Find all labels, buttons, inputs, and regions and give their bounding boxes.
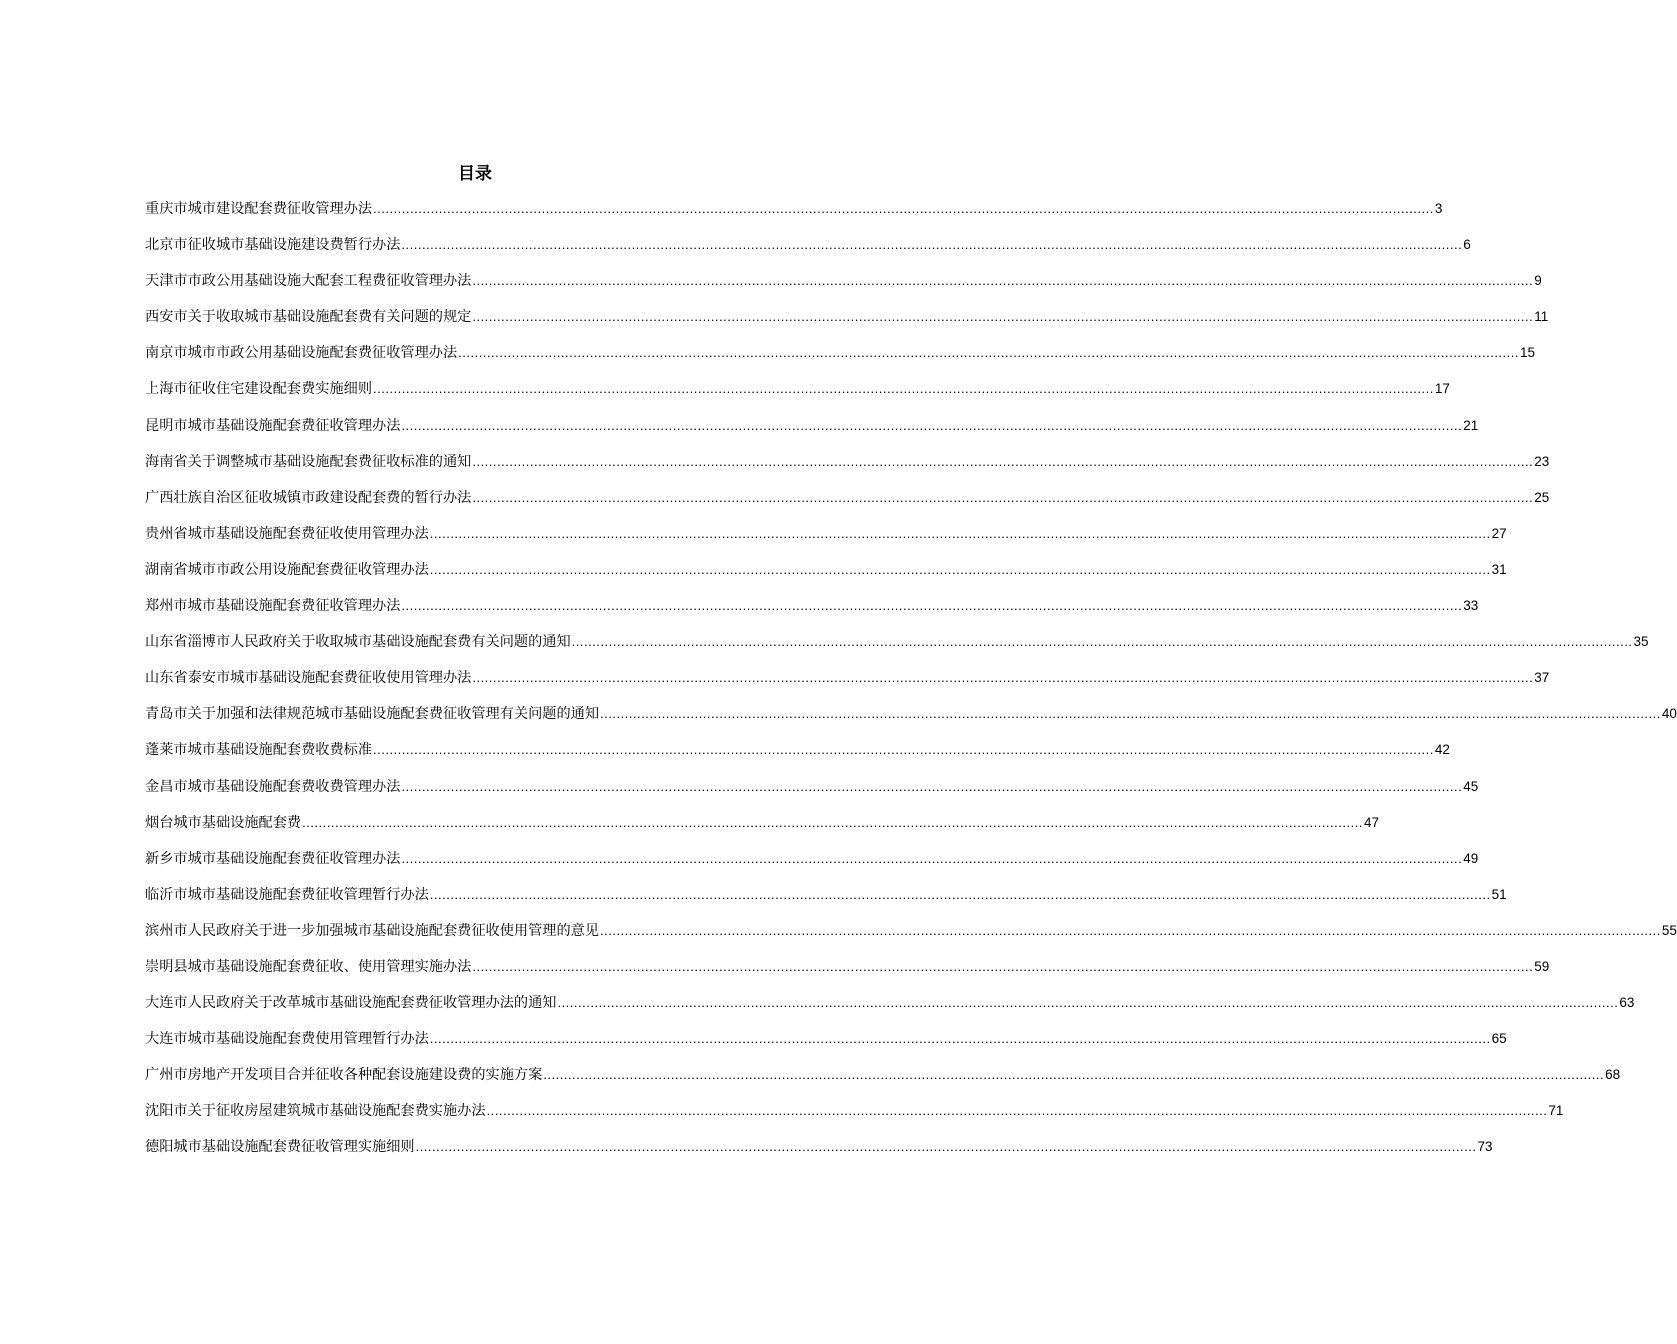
toc-entry[interactable] [145,1099,1564,1135]
toc-dot-leader: .................................................................................................................................................................................................................................................................. [429,1031,1491,1047]
toc-entry[interactable] [145,450,1550,486]
toc-page-number[interactable]: 65 [1491,1031,1507,1047]
toc-dot-leader: .................................................................................................................................................................................................................................................................. [401,417,1463,433]
toc-page-number[interactable]: 42 [1434,742,1450,758]
toc-page-number[interactable]: 73 [1477,1139,1493,1155]
toc-page-number[interactable]: 40 [1661,706,1677,722]
toc-dot-leader: .................................................................................................................................................................................................................................................................. [472,309,1534,325]
toc-dot-leader: .................................................................................................................................................................................................................................................................. [401,237,1463,253]
toc-dot-leader: .................................................................................................................................................................................................................................................................. [415,1139,1477,1155]
toc-page-number[interactable]: 49 [1463,850,1479,866]
toc-entry[interactable] [145,738,1450,774]
toc-entry-title[interactable]: 海南省关于调整城市基础设施配套费征收标准的通知 [145,453,472,470]
toc-dot-leader: .................................................................................................................................................................................................................................................................. [373,742,1434,758]
toc-entry-title[interactable]: 滨州市人民政府关于进一步加强城市基础设施配套费征收使用管理的意见 [145,922,600,939]
toc-entry-title[interactable]: 崇明县城市基础设施配套费征收、使用管理实施办法 [145,958,472,975]
toc-entry-title[interactable]: 天津市市政公用基础设施大配套工程费征收管理办法 [145,273,472,290]
toc-dot-leader: .................................................................................................................................................................................................................................................................. [302,814,1363,830]
toc-entry[interactable] [145,522,1507,558]
toc-entry-title[interactable]: 山东省泰安市城市基础设施配套费征收使用管理办法 [145,670,472,687]
toc-page-number[interactable]: 71 [1548,1103,1564,1119]
toc-page-number[interactable]: 11 [1534,309,1549,325]
toc-dot-leader: .................................................................................................................................................................................................................................................................. [600,922,1661,938]
toc-title: 目录 [458,164,492,184]
toc-entry-title[interactable]: 金昌市城市基础设施配套费收费管理办法 [145,778,401,795]
toc-page-number[interactable]: 6 [1463,237,1471,253]
toc-list [145,197,1677,1172]
toc-page-number[interactable]: 68 [1605,1067,1621,1083]
toc-page-number[interactable]: 9 [1534,273,1542,289]
toc-entry[interactable] [145,197,1443,233]
toc-entry-title[interactable]: 广西壮族自治区征收城镇市政建设配套费的暂行办法 [145,489,472,506]
toc-entry-title[interactable]: 沈阳市关于征收房屋建筑城市基础设施配套费实施办法 [145,1103,486,1120]
toc-dot-leader: .................................................................................................................................................................................................................................................................. [543,1067,1605,1083]
toc-dot-leader: .................................................................................................................................................................................................................................................................. [401,598,1463,614]
toc-page-number[interactable]: 37 [1534,670,1550,686]
toc-entry-title[interactable]: 重庆市城市建设配套费征收管理办法 [145,201,373,217]
toc-entry[interactable] [145,305,1549,341]
toc-page-number[interactable]: 51 [1491,886,1507,902]
toc-entry[interactable] [145,1027,1507,1063]
toc-entry-title[interactable]: 大连市人民政府关于改革城市基础设施配套费征收管理办法的通知 [145,995,557,1012]
toc-page-number[interactable]: 25 [1534,489,1550,505]
toc-dot-leader: .................................................................................................................................................................................................................................................................. [401,850,1463,866]
toc-entry-title[interactable]: 湖南省城市市政公用设施配套费征收管理办法 [145,561,429,578]
toc-entry[interactable] [145,269,1542,305]
toc-entry-title[interactable]: 贵州省城市基础设施配套费征收使用管理办法 [145,525,429,542]
toc-entry-title[interactable]: 上海市征收住宅建设配套费实施细则 [145,381,373,398]
toc-entry[interactable] [145,775,1479,811]
toc-dot-leader: .................................................................................................................................................................................................................................................................. [429,561,1491,577]
toc-page-number[interactable]: 31 [1491,561,1507,577]
toc-dot-leader: .................................................................................................................................................................................................................................................................. [373,201,1434,216]
toc-entry[interactable] [145,919,1677,955]
toc-page-number[interactable]: 47 [1363,814,1379,830]
toc-page-number[interactable]: 59 [1534,958,1550,974]
toc-entry[interactable] [145,666,1550,702]
toc-entry-title[interactable]: 临沂市城市基础设施配套费征收管理暂行办法 [145,886,429,903]
toc-page-number[interactable]: 15 [1520,345,1536,361]
toc-entry-title[interactable]: 广州市房地产开发项目合并征收各种配套设施建设费的实施方案 [145,1067,543,1084]
toc-entry[interactable] [145,883,1507,919]
toc-dot-leader: .................................................................................................................................................................................................................................................................. [458,345,1519,361]
toc-entry[interactable] [145,594,1479,630]
toc-page-number[interactable]: 33 [1463,598,1479,614]
toc-entry[interactable] [145,377,1450,413]
toc-entry[interactable] [145,811,1379,847]
toc-entry[interactable] [145,341,1536,377]
toc-page-number[interactable]: 55 [1661,922,1677,938]
toc-page-number[interactable]: 23 [1534,453,1550,469]
toc-page-number[interactable]: 17 [1434,381,1450,397]
toc-dot-leader: .................................................................................................................................................................................................................................................................. [600,706,1661,722]
toc-entry-title[interactable]: 南京市城市市政公用基础设施配套费征收管理办法 [145,345,458,362]
toc-entry[interactable] [145,1135,1493,1171]
toc-entry-title[interactable]: 大连市城市基础设施配套费使用管理暂行办法 [145,1031,429,1048]
toc-entry-title[interactable]: 新乡市城市基础设施配套费征收管理办法 [145,850,401,867]
toc-page-number[interactable]: 21 [1463,417,1479,433]
toc-dot-leader: .................................................................................................................................................................................................................................................................. [429,525,1491,541]
toc-entry[interactable] [145,847,1479,883]
toc-entry[interactable] [145,955,1550,991]
toc-dot-leader: .................................................................................................................................................................................................................................................................. [472,453,1534,469]
toc-entry-title[interactable]: 山东省淄博市人民政府关于收取城市基础设施配套费有关问题的通知 [145,634,571,651]
toc-entry-title[interactable]: 烟台城市基础设施配套费 [145,814,302,831]
toc-dot-leader: .................................................................................................................................................................................................................................................................. [401,778,1463,794]
toc-page-number[interactable]: 35 [1633,634,1649,650]
toc-entry[interactable] [145,630,1649,666]
toc-dot-leader: .................................................................................................................................................................................................................................................................. [373,381,1434,397]
toc-entry[interactable] [145,233,1471,269]
toc-entry-title[interactable]: 青岛市关于加强和法律规范城市基础设施配套费征收管理有关问题的通知 [145,706,600,723]
toc-entry[interactable] [145,486,1550,522]
toc-page-number[interactable]: 27 [1491,525,1507,541]
toc-dot-leader: .................................................................................................................................................................................................................................................................. [472,670,1534,686]
toc-entry[interactable] [145,991,1635,1027]
toc-dot-leader: .................................................................................................................................................................................................................................................................. [472,273,1534,289]
toc-entry[interactable] [145,414,1479,450]
toc-entry-title[interactable]: 西安市关于收取城市基础设施配套费有关问题的规定 [145,309,472,326]
toc-page-number[interactable]: 45 [1463,778,1479,794]
toc-entry[interactable] [145,702,1677,738]
toc-entry[interactable] [145,1063,1621,1099]
toc-entry-title[interactable]: 郑州市城市基础设施配套费征收管理办法 [145,598,401,615]
toc-dot-leader: .................................................................................................................................................................................................................................................................. [429,886,1491,902]
toc-entry-title[interactable]: 北京市征收城市基础设施建设费暂行办法 [145,237,401,254]
toc-dot-leader: .................................................................................................................................................................................................................................................................. [557,995,1619,1011]
toc-page-number[interactable]: 3 [1434,201,1443,216]
toc-entry-title[interactable]: 蓬莱市城市基础设施配套费收费标准 [145,742,373,759]
toc-dot-leader: .................................................................................................................................................................................................................................................................. [571,634,1633,650]
toc-dot-leader: .................................................................................................................................................................................................................................................................. [472,489,1534,505]
toc-dot-leader: .................................................................................................................................................................................................................................................................. [486,1103,1548,1119]
toc-entry-title[interactable]: 昆明市城市基础设施配套费征收管理办法 [145,417,401,434]
toc-entry-title[interactable]: 德阳城市基础设施配套费征收管理实施细则 [145,1139,415,1156]
toc-page-number[interactable]: 63 [1619,995,1635,1011]
toc-entry[interactable] [145,558,1507,594]
toc-dot-leader: .................................................................................................................................................................................................................................................................. [472,958,1534,974]
